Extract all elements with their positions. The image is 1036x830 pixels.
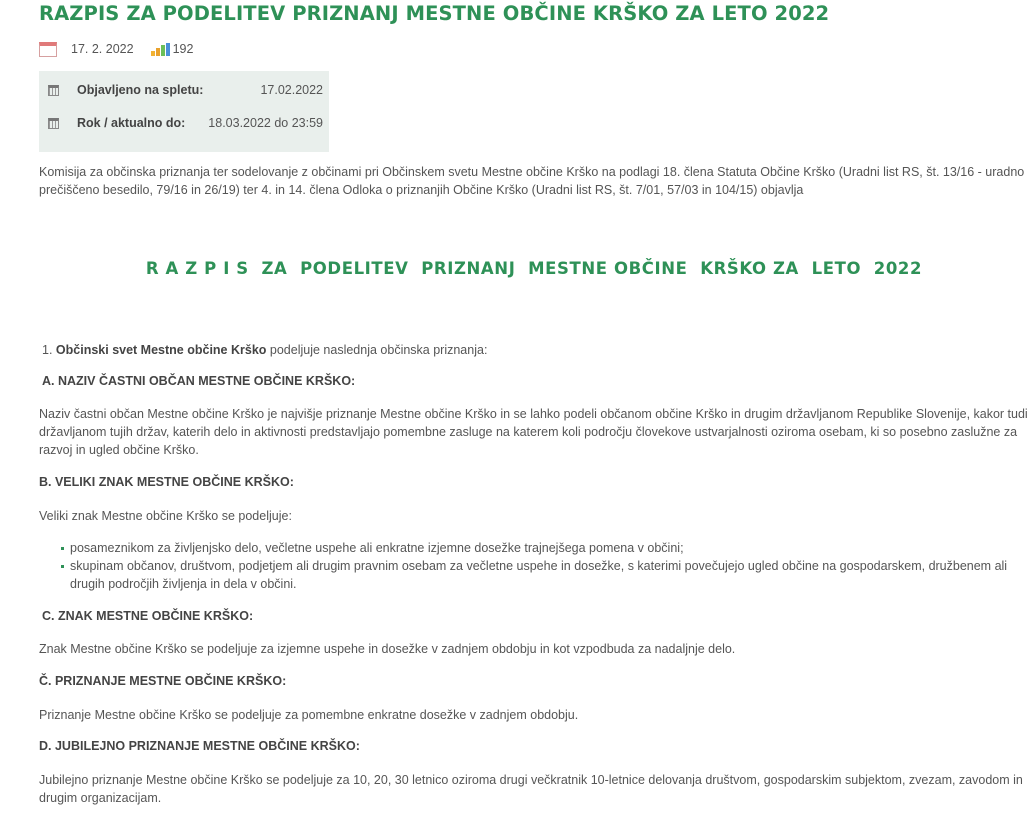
calendar-icon: [39, 42, 57, 57]
point-number: 1.: [42, 343, 53, 357]
section-cc-heading: Č. PRIZNANJE MESTNE OBČINE KRŠKO:: [39, 674, 287, 688]
info-row-deadline: [39, 114, 329, 132]
section-b-list: [39, 539, 1029, 593]
publish-date: 17. 2. 2022: [71, 42, 134, 56]
list-item: posameznikom za življenjsko delo, večletne uspehe ali enkratne izjemne dosežke trajnejšega pomena v občini;: [39, 539, 1029, 557]
point-text: podeljuje naslednja občinska priznanja:: [269, 343, 488, 357]
article-meta: [39, 40, 193, 58]
info-row-published: [39, 81, 329, 99]
calendar-icon: [48, 118, 59, 129]
section-c-text: Znak Mestne občine Krško se podeljuje za izjemne uspehe in dosežke v zadnjem obdobju in kot vzpodbuda za nadaljnje delo.: [39, 642, 736, 656]
section-cc-text: Priznanje Mestne občine Krško se podeljuje za pomembne enkratne dosežke v zadnjem obdobju.: [39, 708, 579, 722]
section-d-text: Jubilejno priznanje Mestne občine Krško se podeljuje za 10, 20, 30 letnico oziroma drugi večkratnik 10-letnice delovanja društvom, gospodarskim subjektom, zvezam, zavodom in drugim organizacijam.: [39, 773, 1023, 805]
info-value: 18.03.2022 do 23:59: [208, 116, 323, 130]
info-label: Objavljeno na spletu:: [77, 83, 204, 97]
section-b-text: Veliki znak Mestne občine Krško se podeljuje:: [39, 509, 292, 523]
section-a-heading: A. NAZIV ČASTNI OBČAN MESTNE OBČINE KRŠKO:: [42, 374, 356, 388]
calendar-icon: [48, 85, 59, 96]
section-a-text: Naziv častni občan Mestne občine Krško je najvišje priznanje Mestne občine Krško in se lahko podeli občanom občine Krško in drugim državljanom Republike Slovenije, kakor tudi državljanom tujih držav, katerih delo in aktivnosti predstavljajo pomembne zasluge na katerem koli področju človekove ustvarjalnosti oziroma osebam, ki so posebno zaslužne za razvoj in ugled občine Krško.: [39, 407, 1028, 457]
section-c-heading: C. ZNAK MESTNE OBČINE KRŠKO:: [42, 609, 254, 623]
list-item: [39, 557, 1029, 593]
view-count: 192: [172, 42, 194, 56]
intro-paragraph: Komisija za občinska priznanja ter sodelovanje z občinami pri Občinskem svetu Mestne občine Krško na podlagi 18. člena Statuta Občine Krško (Uradni list RS, št. 13/16 - uradno prečiščeno besedilo, 79/16 in 26/19) ter 4. in 14. člena Odloka o priznanjih Občine Krško (Uradni list RS, št. 7/01, 57/03 in 104/15) objavlja: [39, 165, 1025, 197]
bar-chart-icon: [151, 43, 170, 56]
info-label: Rok / aktualno do:: [77, 116, 186, 130]
section-d-heading: D. JUBILEJNO PRIZNANJE MESTNE OBČINE KRŠKO:: [39, 739, 360, 753]
info-value: 17.02.2022: [260, 83, 323, 97]
point-1: [39, 341, 1029, 359]
section-b-heading: B. VELIKI ZNAK MESTNE OBČINE KRŠKO:: [39, 475, 294, 489]
page-title: RAZPIS ZA PODELITEV PRIZNANJ MESTNE OBČINE KRŠKO ZA LETO 2022: [39, 2, 830, 25]
point-bold-text: Občinski svet Mestne občine Krško: [55, 343, 267, 357]
info-box: [39, 71, 329, 152]
main-heading: R A Z P I S ZA PODELITEV PRIZNANJ MESTNE OBČINE KRŠKO ZA LETO 2022: [145, 259, 923, 278]
list-item-text: skupinam občanov, društvom, podjetjem ali drugim pravnim osebam za večletne uspehe in dosežke, s katerimi povečujejo ugled občine na gospodarskem, družbenem ali drugih področjih življenja in dela v občini.: [70, 559, 1008, 591]
